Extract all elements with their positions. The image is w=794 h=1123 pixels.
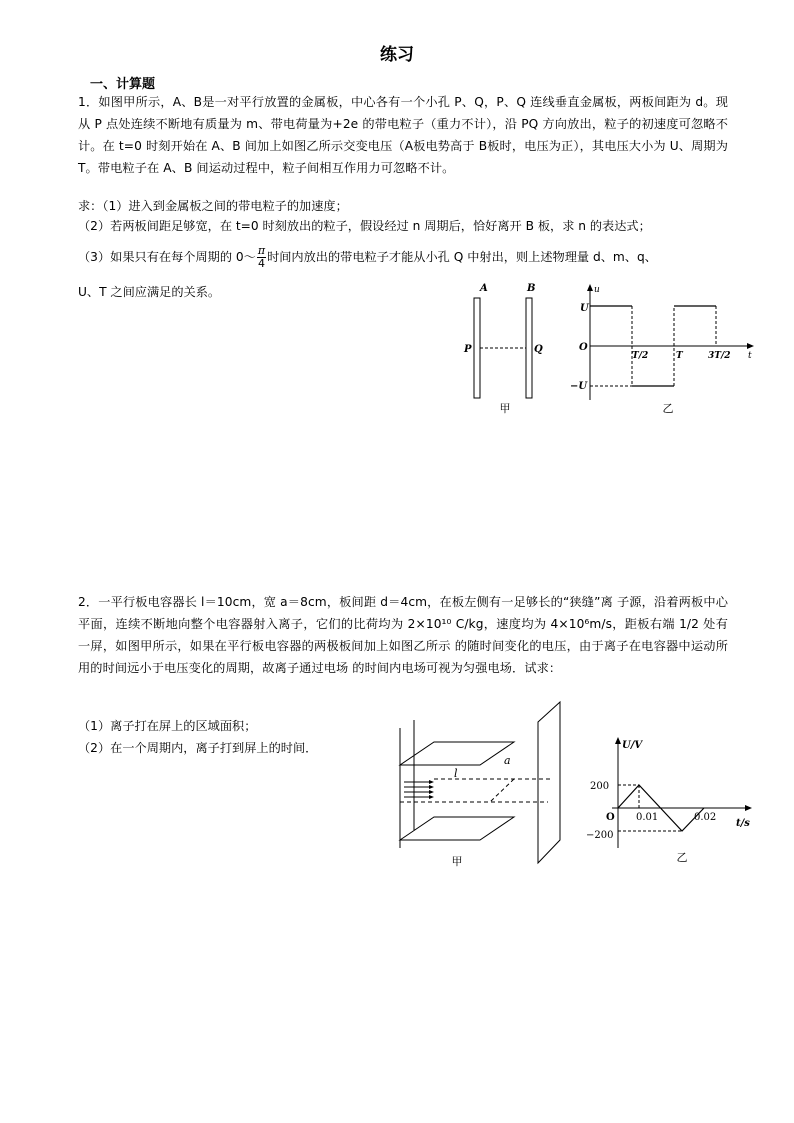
axis-time-label: t/s xyxy=(736,818,750,829)
axis-u-arrow xyxy=(587,284,593,291)
label-plate-b: B xyxy=(527,283,536,294)
section-heading: 一、计算题 xyxy=(90,77,156,92)
center-plane-edge xyxy=(490,779,514,802)
ion-arrow-2 xyxy=(429,785,434,789)
label-u-min: −U xyxy=(570,381,588,392)
plate-b xyxy=(526,298,532,398)
caption-yi: 乙 xyxy=(662,402,674,415)
label-y-neg-200: −200 xyxy=(586,830,614,841)
axis-voltage-label: U/V xyxy=(622,740,643,751)
tick-0-01: 0.01 xyxy=(636,812,659,823)
ion-arrow-4 xyxy=(429,795,434,799)
q1-part3-fraction xyxy=(257,245,266,270)
tick-three-half-period: 3T/2 xyxy=(708,351,731,361)
q1-part3-suffix: 时间内放出的带电粒子才能从小孔 Q 中射出，则上述物理量 d、m、q、 xyxy=(267,250,657,264)
axis-t-label: t xyxy=(748,351,752,361)
ion-arrow-3 xyxy=(429,790,434,794)
tick-period: T xyxy=(676,351,683,361)
caption-jia: 甲 xyxy=(499,402,511,415)
q1-part3-prefix: （3）如果只有在每个周期的 0～ xyxy=(78,250,256,264)
page-title: 练习 xyxy=(380,45,414,65)
label-u-max: U xyxy=(580,303,589,314)
label-y-200: 200 xyxy=(590,781,610,792)
q1-part3-line1 xyxy=(78,245,657,270)
q1-statement: 1．如图甲所示，A、B是一对平行放置的金属板，中心各有一个小孔 P、Q，P、Q 连线垂直金属板，两板间距为 d。现从 P 点处连续不断地有质量为 m、带电荷量为+2e 的带电粒子（重力不计），沿 PQ 方向放出，粒子的初速度可忽略不计。在 t=0 时刻开始在 A、B 间加上如图乙所示交变电压（A板电势高于 B板时，电压为正），其电压大小为 U、周期为 T。带电粒子在 A、B 间运动过程中，粒子间相互作用力可忽略不计。 xyxy=(78,95,728,175)
label-origin-2: O xyxy=(606,812,615,823)
q2-part1: （1）离子打在屏上的区域面积； xyxy=(78,719,257,733)
plate-a xyxy=(474,298,480,398)
axis-voltage-arrow xyxy=(615,737,621,744)
q1-figure-jia xyxy=(455,280,565,420)
axis-t-arrow xyxy=(747,343,754,349)
fraction-denominator: 4 xyxy=(257,257,265,270)
q2-part2: （2）在一个周期内，离子打到屏上的时间． xyxy=(78,741,318,755)
axis-time-arrow xyxy=(745,805,752,811)
q1-figure-yi xyxy=(570,280,760,420)
label-hole-q: Q xyxy=(534,344,543,355)
label-length-l: l xyxy=(454,767,458,780)
q2-figure-jia xyxy=(390,700,575,875)
label-width-a: a xyxy=(504,754,511,767)
q2-statement: 2．一平行板电容器长 l＝10cm，宽 a＝8cm，板间距 d＝4cm，在板左侧有一足够长的“狭缝”离 子源，沿着两板中心平面，连续不断地向整个电容器射入离子，它们的比荷均为 2×10¹⁰ C/kg，速度均为 4×10⁶m/s，距板右端 1/2 处有一屏，如图甲所示，如果在平行板电容器的两极板间加上如图乙所示 的随时间变化的电压，由于离子在电容器中运动所用的时间远小于电压变化的周期，故离子通过电场 的时间内电场可视为匀强电场．试求： xyxy=(78,595,728,675)
q1-part2: （2）若两板间距足够宽，在 t=0 时刻放出的粒子，假设经过 n 周期后，恰好离开 B 板，求 n 的表达式； xyxy=(78,219,651,233)
screen xyxy=(538,702,560,863)
label-plate-a: A xyxy=(480,283,488,294)
label-hole-p: P xyxy=(464,344,472,355)
label-origin: O xyxy=(579,342,588,353)
q1-ask-part1: 求：（1）进入到金属板之间的带电粒子的加速度； xyxy=(78,199,348,213)
lower-plate xyxy=(400,817,514,840)
fraction-numerator: π xyxy=(257,244,266,257)
upper-plate xyxy=(400,742,514,765)
q1-part3-line2: U、T 之间应满足的关系。 xyxy=(78,285,221,299)
tick-0-02: 0.02 xyxy=(694,812,717,823)
q2-figure-yi xyxy=(582,730,762,870)
tick-half-period: T/2 xyxy=(632,351,649,361)
caption-yi-2: 乙 xyxy=(676,851,688,864)
ion-arrow-1 xyxy=(429,780,434,784)
caption-jia-2: 甲 xyxy=(451,855,463,868)
axis-u-label: u xyxy=(594,285,600,295)
